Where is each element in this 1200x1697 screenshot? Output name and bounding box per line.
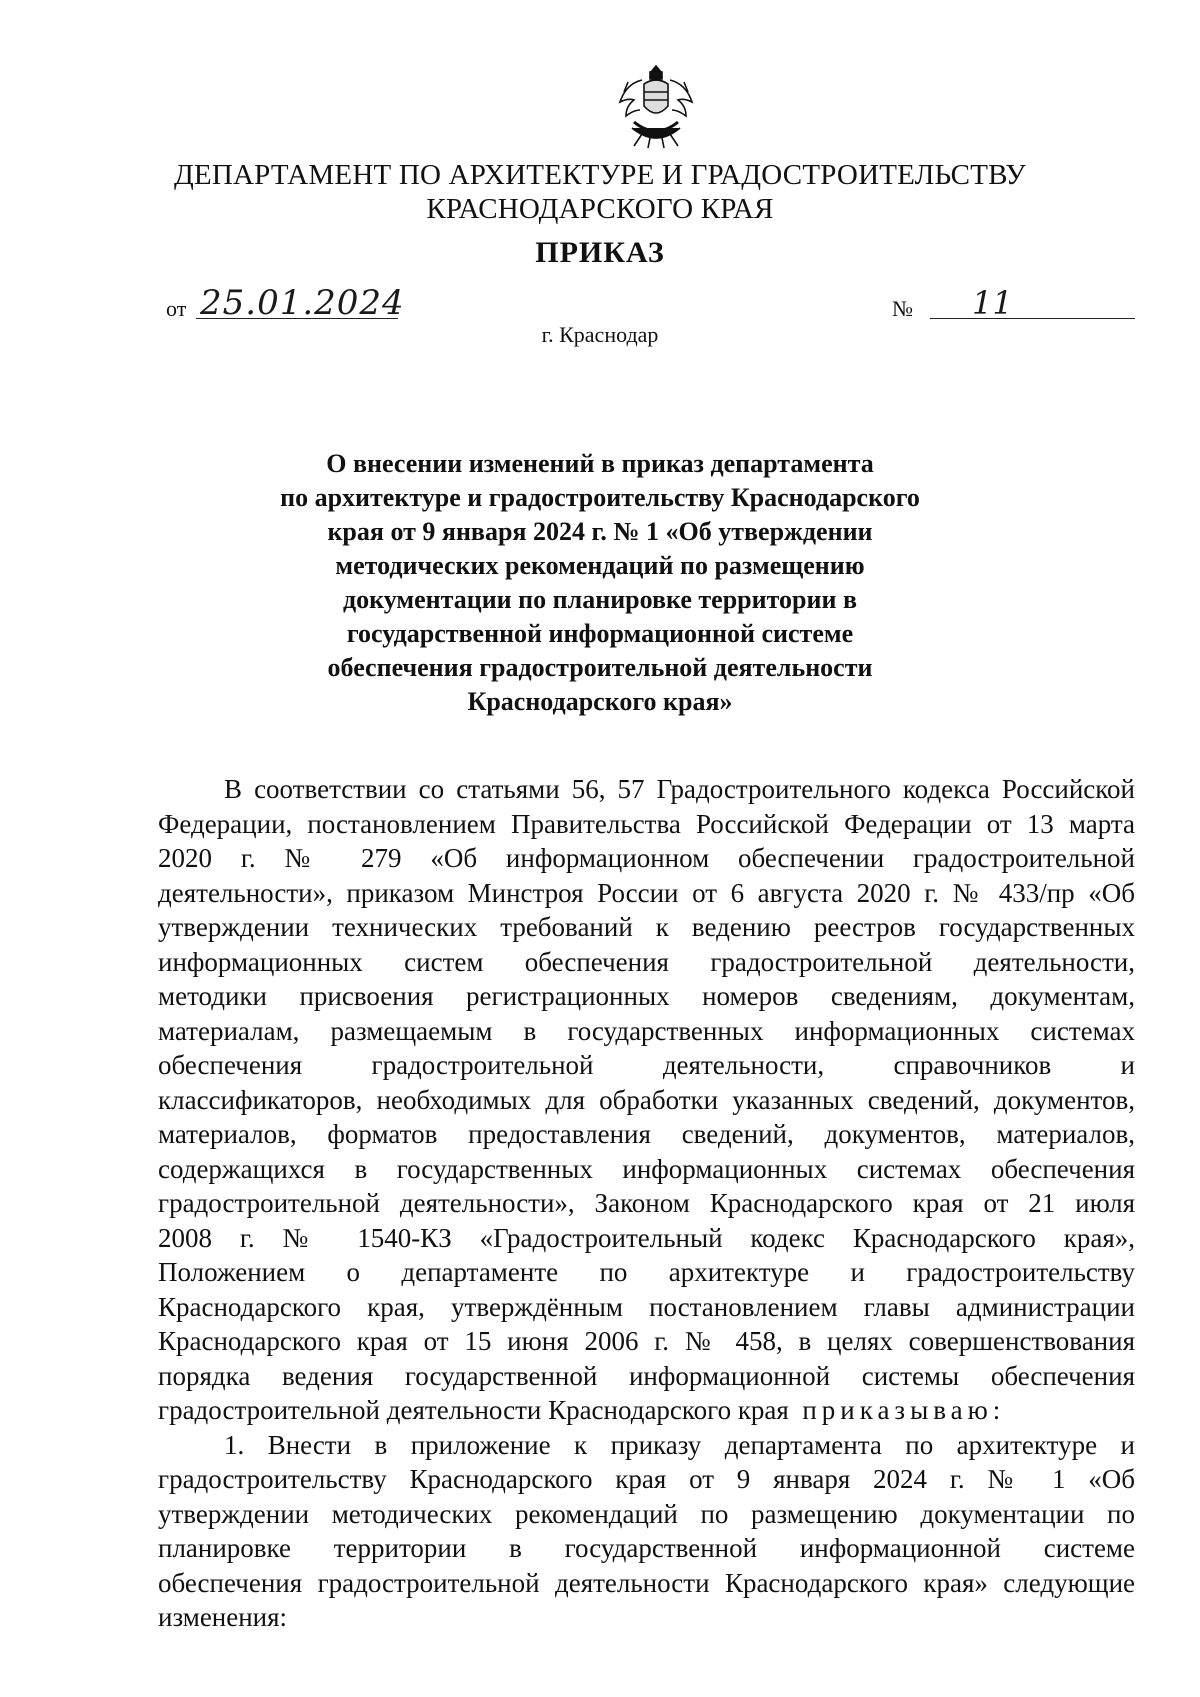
subject-line: методических рекомендаций по размещению: [335, 551, 865, 580]
body-line: утверждении технических требований к ведению реестров государственных: [158, 912, 1135, 942]
body-line: Положением о департаменте по архитектуре и градостроительству: [158, 1257, 1135, 1287]
body-line: Краснодарского края, утверждённым постановлением главы администрации: [158, 1291, 1135, 1322]
body-line: материалам, размещаемым в государственных информационных системах: [158, 1015, 1135, 1046]
handwritten-number: 11: [972, 284, 1013, 322]
body-line: 1. Внести в приложение к приказу департамента по архитектуре и: [224, 1429, 1135, 1460]
body-line: обеспечения градостроительной деятельности Краснодарского края» следующие: [158, 1567, 1135, 1598]
subject-line: края от 9 января 2024 г. № 1 «Об утверждении: [327, 517, 873, 546]
body-line: В соответствии со статьями 56, 57 Градостроительного кодекса Российской: [224, 774, 1135, 804]
coat-of-arms-emblem: [614, 62, 698, 152]
body-line: изменения:: [158, 1602, 288, 1632]
body-line: градостроительству Краснодарского края от 9 января 2024 г. № 1 «Об: [158, 1464, 1135, 1494]
body-line: методики присвоения регистрационных номеров сведениям, документам,: [158, 981, 1135, 1011]
body-line: Краснодарского края от 15 июня 2006 г. № 458, в целях совершенствования: [158, 1326, 1135, 1356]
body-line: градостроительной деятельности Краснодарского края: [158, 1395, 789, 1425]
body-line: 2020 г. № 279 «Об информационном обеспечении градостроительной: [158, 843, 1135, 873]
subject-line: Краснодарского края»: [467, 687, 733, 716]
body-line: утверждении методических рекомендаций по размещению документации по: [158, 1498, 1135, 1529]
body-line: материалов, форматов предоставления сведений, документов, материалов,: [158, 1119, 1135, 1149]
subject-line: по архитектуре и градостроительству Краснодарского: [280, 483, 920, 512]
body-line: Федерации, постановлением Правительства Российской Федерации от 13 марта: [158, 808, 1135, 839]
handwritten-date: 25.01.2024: [200, 283, 405, 323]
subject-line: О внесении изменений в приказ департамента: [326, 449, 874, 478]
city-name: г. Краснодар: [541, 322, 659, 347]
body-line: 2008 г. № 1540-КЗ «Градостроительный кодекс Краснодарского края»,: [158, 1222, 1135, 1253]
document-type-title: ПРИКАЗ: [535, 236, 665, 269]
body-line: классификаторов, необходимых для обработки указанных сведений, документов,: [158, 1084, 1135, 1115]
number-prefix: №: [892, 296, 913, 321]
subject-line: государственной информационной системе: [346, 619, 854, 648]
subject-line: документации по планировке территории в: [342, 585, 858, 614]
date-prefix: от: [166, 296, 187, 321]
body-line: планировке территории в государственной информационной системе: [158, 1533, 1135, 1563]
body-line: содержащихся в государственных информационных системах обеспечения: [158, 1153, 1135, 1184]
order-word: приказываю:: [802, 1395, 1006, 1425]
department-name-line-2: КРАСНОДАРСКОГО КРАЯ: [426, 193, 774, 225]
body-line: обеспечения градостроительной деятельности, справочников и: [158, 1050, 1135, 1080]
body-line-with-order-word: [158, 1393, 1135, 1428]
subject-line: обеспечения градостроительной деятельности: [327, 653, 873, 682]
department-name-line-1: ДЕПАРТАМЕНТ ПО АРХИТЕКТУРЕ И ГРАДОСТРОИТЕЛЬСТВУ: [173, 159, 1027, 191]
body-line: градостроительной деятельности», Законом Краснодарского края от 21 июля: [158, 1188, 1135, 1218]
body-line: информационных систем обеспечения градостроительной деятельности,: [158, 946, 1135, 977]
order-subject: [200, 447, 1000, 719]
number-underline: [930, 318, 1135, 319]
body-line: деятельности», приказом Минстроя России от 6 августа 2020 г. № 433/пр «Об: [158, 877, 1135, 908]
order-body: [158, 772, 1135, 1635]
body-line: порядка ведения государственной информационной системы обеспечения: [158, 1360, 1135, 1391]
